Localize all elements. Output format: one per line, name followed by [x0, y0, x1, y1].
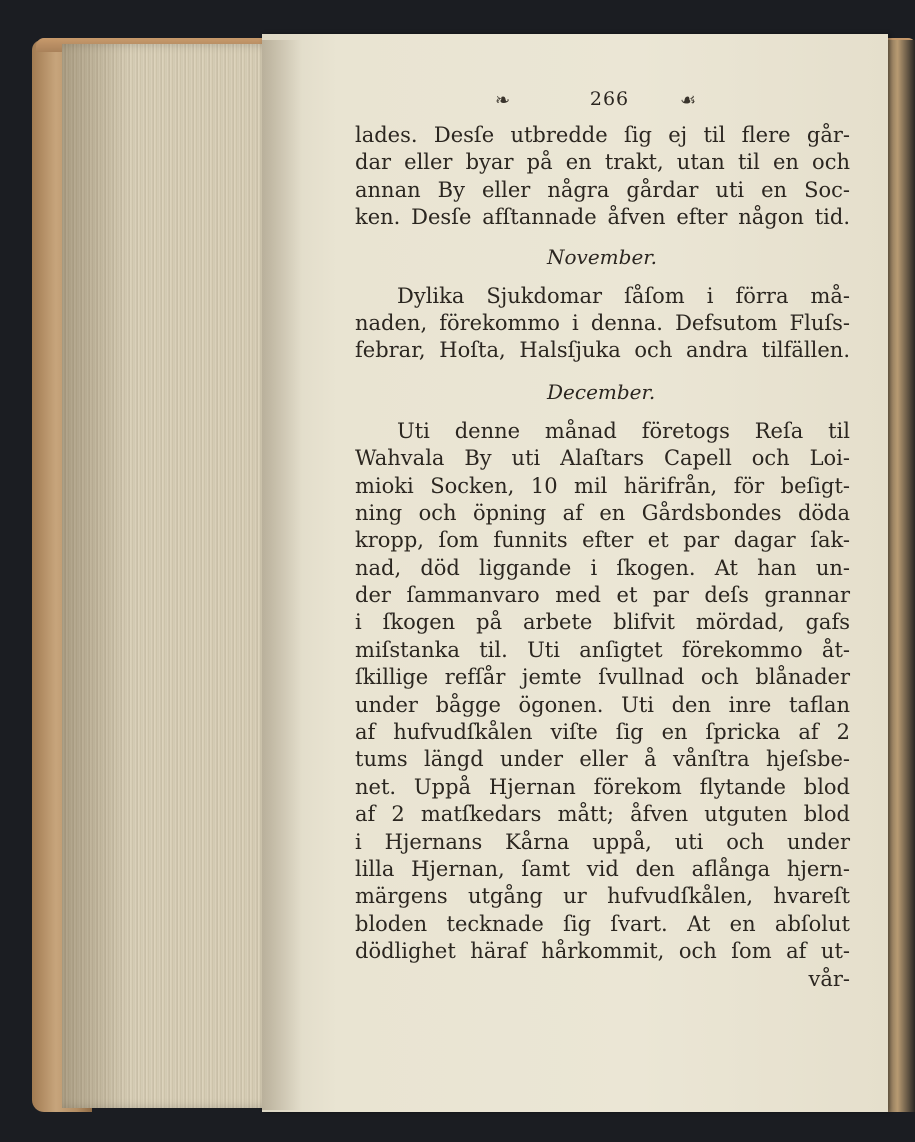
page-number: 266 [589, 88, 630, 110]
text-line: märgens utgång ur hufvudſkålen, hvareſt [355, 884, 850, 909]
text-line: Wahvala By uti Alaſtars Capell och Loi- [355, 446, 850, 471]
text-line: lades. Desſe utbredde ſig ej til flere går- [355, 123, 850, 147]
text-line: under bågge ögonen. Uti den inre taflan [355, 692, 850, 717]
text-line: dar eller byar på en trakt, utan til en och [355, 150, 850, 175]
ornament-right-icon: ☙ [680, 90, 698, 111]
text-line: Dylika Sjukdomar ſåſom i förra må- [397, 283, 850, 308]
text-line: der ſammanvaro med et par deſs grannar [355, 583, 850, 608]
text-line: ken. Desſe afſtannade åfven efter någon tid. [355, 205, 850, 230]
text-line: i Hjernans Kårna uppå, uti och under [355, 829, 850, 854]
text-line: ſkillige refſår jemte ſvullnad och blånader [355, 665, 850, 690]
text-line: naden, förekommo i denna. Defsutom Fluſs- [355, 310, 850, 335]
text-line: i ſkogen på arbete blifvit mördad, gafs [355, 610, 850, 635]
text-line: net. Uppå Hjernan förekom flytande blod [355, 774, 850, 799]
gutter-shadow [262, 40, 302, 1110]
page-text [355, 88, 850, 993]
text-line: febrar, Hoſta, Halsſjuka och andra tilfällen. [355, 338, 850, 363]
book-right-edge [886, 40, 915, 1112]
text-line: annan By eller några gårdar uti en Soc- [355, 177, 850, 202]
ornament-left-icon: ❧ [495, 90, 512, 111]
text-line: kropp, ſom funnits efter et par dagar ſak- [355, 528, 850, 553]
text-line: tums längd under eller å vånſtra hjeſsbe- [355, 747, 850, 772]
catchword: vår- [808, 966, 850, 991]
heading-november: November. [547, 244, 657, 269]
text-line: af hufvudſkålen viſte ſig en ſpricka af 2 [355, 720, 850, 745]
text-line: ning och öpning af en Gårdsbondes döda [355, 500, 850, 525]
page-header [355, 88, 850, 122]
text-line: lilla Hjernan, ſamt vid den aflånga hjern- [355, 856, 850, 881]
page-stack-shadow [62, 44, 132, 1108]
text-line: Uti denne månad företogs Reſa til [397, 418, 850, 443]
heading-december: December. [547, 379, 656, 404]
paragraph-3 [355, 418, 850, 993]
text-line: mioki Socken, 10 mil härifrån, för beſigt- [355, 473, 850, 498]
text-line: af 2 matſkedars mått; åfven utguten blod [355, 802, 850, 827]
text-line: dödlighet häraf hårkommit, och ſom af ut- [355, 939, 850, 964]
text-line: miſstanka til. Uti anſigtet förekommo åt- [355, 637, 850, 662]
text-line: bloden tecknade ſig ſvart. At en abſolut [355, 911, 850, 936]
paragraph-2 [355, 283, 850, 365]
paragraph-1 [355, 122, 850, 232]
text-line: nad, död liggande i ſkogen. At han un- [355, 555, 850, 580]
